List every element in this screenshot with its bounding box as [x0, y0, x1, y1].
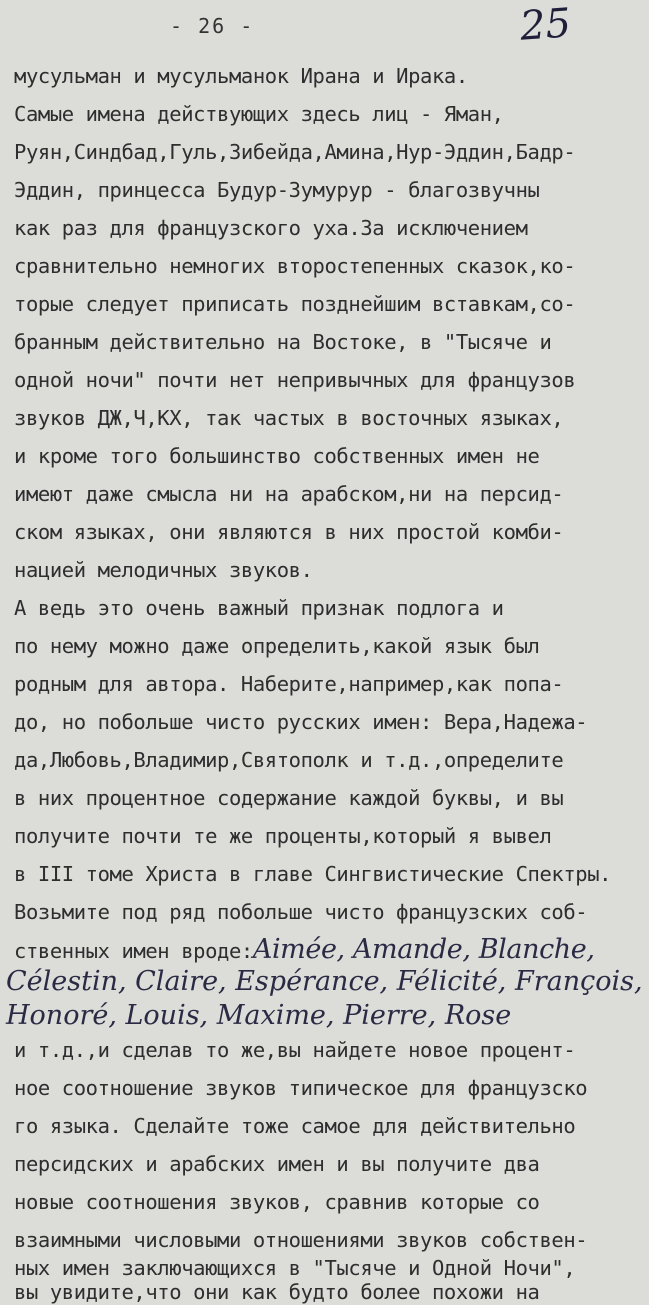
- text-line: ных имен заключающихся в "Тысяче и Одной Ночи",: [14, 1256, 576, 1280]
- text-line: Руян,Синдбад,Гуль,Зибейда,Амина,Нур-Эддин,Бадр-: [14, 140, 576, 164]
- text-line: до, но побольше чисто русских имен: Вера,Надежа-: [14, 710, 588, 734]
- text-line: звуков ДЖ,Ч,КХ, так частых в восточных языках,: [14, 406, 564, 430]
- text-line: ском языках, они являются в них простой комби-: [14, 520, 564, 544]
- typed-fragment: ственных имен вроде:: [14, 939, 253, 963]
- text-line: мусульман и мусульманок Ирана и Ирака.: [14, 64, 468, 88]
- text-line: А ведь это очень важный признак подлога и: [14, 596, 504, 620]
- mixed-text-line: [14, 934, 595, 965]
- handwritten-names-line: Célestin, Claire, Espérance, Félicité, François,: [6, 966, 643, 997]
- text-line: вы увидите,что они как будто более похожи на: [14, 1280, 540, 1304]
- text-line: Эддин, принцесса Будур-Зумурур - благозвучны: [14, 178, 540, 202]
- text-line: как раз для французского уха.За исключением: [14, 216, 528, 240]
- archive-number-handwritten: 25: [518, 0, 573, 50]
- text-line: персидских и арабских имен и вы получите два: [14, 1152, 540, 1176]
- handwritten-names-line: Honoré, Louis, Maxime, Pierre, Rose: [6, 1000, 512, 1031]
- text-line: взаимными числовыми отношениями звуков собствен-: [14, 1228, 588, 1252]
- text-line: имеют даже смысла ни на арабском,ни на персид-: [14, 482, 564, 506]
- text-line: получите почти те же проценты,который я вывел: [14, 824, 552, 848]
- text-line: нацией мелодичных звуков.: [14, 558, 313, 582]
- text-line: Возьмите под ряд побольше чисто французских соб-: [14, 900, 588, 924]
- text-line: одной ночи" почти нет непривычных для французов: [14, 368, 576, 392]
- handwritten-names: Aimée, Amande, Blanche,: [252, 934, 595, 965]
- page-number: - 26 -: [170, 14, 255, 38]
- text-line: новые соотношения звуков, сравнив которые со: [14, 1190, 540, 1214]
- text-line: го языка. Сделайте тоже самое для действительно: [14, 1114, 576, 1138]
- text-line: да,Любовь,Владимир,Святополк и т.д.,определите: [14, 748, 564, 772]
- text-line: и кроме того большинство собственных имен не: [14, 444, 540, 468]
- text-line: и т.д.,и сделав то же,вы найдете новое процент-: [14, 1038, 576, 1062]
- text-line: по нему можно даже определить,какой язык был: [14, 634, 540, 658]
- text-line: бранным действительно на Востоке, в "Тысяче и: [14, 330, 552, 354]
- text-line: торые следует приписать позднейшим вставкам,со-: [14, 292, 576, 316]
- text-line: родным для автора. Наберите,например,как попа-: [14, 672, 564, 696]
- text-line: Самые имена действующих здесь лиц - Яман,: [14, 102, 504, 126]
- text-line: в них процентное содержание каждой буквы, и вы: [14, 786, 564, 810]
- text-line: ное соотношение звуков типическое для французско: [14, 1076, 588, 1100]
- text-line: в III томе Христа в главе Сингвистические Спектры.: [14, 862, 612, 886]
- text-line: сравнительно немногих второстепенных сказок,ко-: [14, 254, 576, 278]
